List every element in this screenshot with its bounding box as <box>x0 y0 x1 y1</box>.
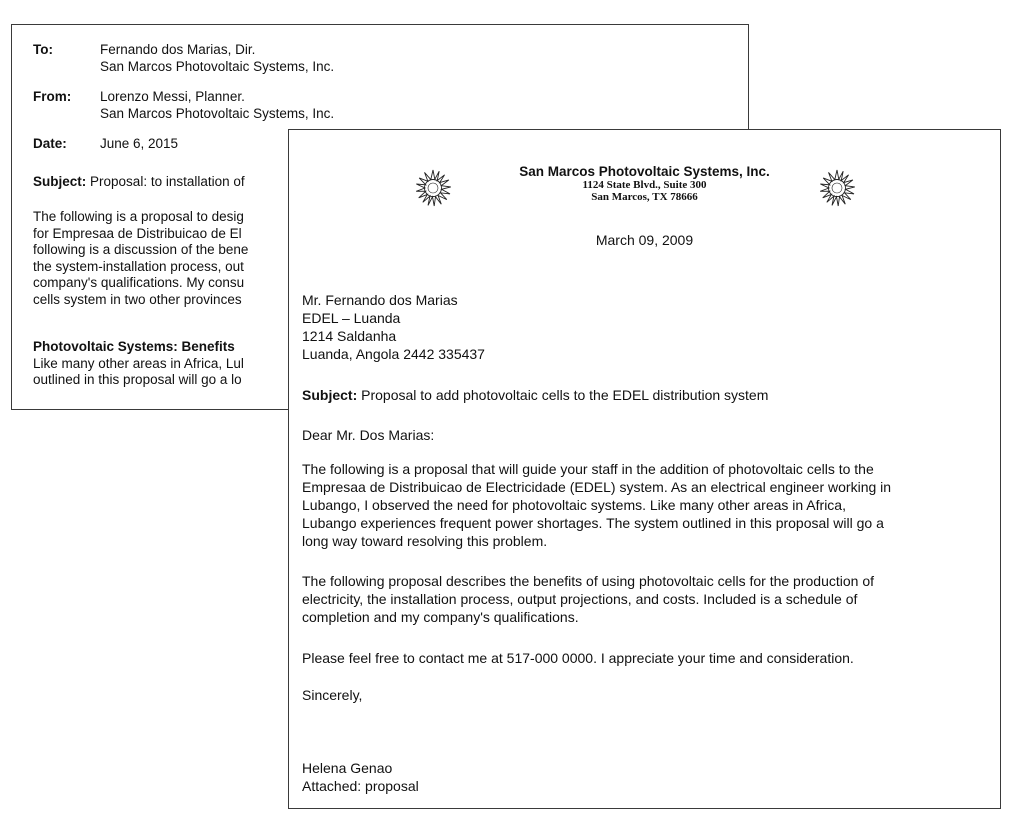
memo-to-label: To: <box>33 42 53 57</box>
attachment-note: Attached: proposal <box>302 778 419 794</box>
recipient-line: Mr. Fernando dos Marias <box>302 292 458 308</box>
letter-page <box>288 129 1001 809</box>
recipient-line: 1214 Saldanha <box>302 328 397 344</box>
letterhead <box>289 164 1000 203</box>
signature-block <box>302 759 419 795</box>
recipient-line: EDEL – Luanda <box>302 310 401 326</box>
letter-subject-text: Proposal to add photovoltaic cells to the EDEL distribution system <box>361 387 769 403</box>
letter-paragraph-1 <box>302 460 992 550</box>
paragraph-line: The following proposal describes the benefits of using photovoltaic cells for the production of <box>302 573 875 589</box>
memo-section-heading: Photovoltaic Systems: Benefits <box>33 339 235 354</box>
memo-body-line: The following is a proposal to desig <box>33 209 244 224</box>
memo-body-line: company's qualifications. My consu <box>33 275 245 290</box>
closing: Sincerely, <box>302 687 363 703</box>
memo-body-line: following is a discussion of the bene <box>33 242 249 257</box>
signature-name: Helena Genao <box>302 760 393 776</box>
memo-subject-text: Proposal: to installation of <box>90 174 245 189</box>
memo-body-line: for Empresaa de Distribuicao de El <box>33 225 242 241</box>
company-name: San Marcos Photovoltaic Systems, Inc. <box>519 164 770 179</box>
salutation: Dear Mr. Dos Marias: <box>302 427 435 443</box>
memo-body-line: the system-installation process, out <box>33 258 244 274</box>
paragraph-line: electricity, the installation process, output projections, and costs. Included is a schedule of <box>302 591 858 607</box>
memo-from-label: From: <box>33 89 72 104</box>
memo-from-value <box>100 89 334 122</box>
memo-section-line: outlined in this proposal will go a lo <box>33 372 242 387</box>
paragraph-line: Lubango experiences frequent power shortages. The system outlined in this proposal will go a <box>302 515 884 531</box>
company-address-line: San Marcos, TX 78666 <box>591 191 698 203</box>
paragraph-line: Empresaa de Distribuicao de Electricidade (EDEL) system. As an electrical engineer working in <box>302 479 892 495</box>
paragraph-line: The following is a proposal that will guide your staff in the addition of photovoltaic cells to the <box>302 461 874 477</box>
recipient-line: Luanda, Angola 2442 335437 <box>302 346 485 362</box>
memo-body-line: cells system in two other provinces <box>33 291 242 307</box>
paragraph-line: completion and my company's qualifications. <box>302 609 579 625</box>
letter-date: March 09, 2009 <box>595 232 694 248</box>
memo-section-line: Like many other areas in Africa, Lul <box>33 355 244 371</box>
paragraph-line: Lubango, I observed the need for photovoltaic systems. Like many other areas in Africa, <box>302 497 846 513</box>
letter-subject <box>302 386 768 404</box>
paragraph-line: long way toward resolving this problem. <box>302 533 548 549</box>
memo-date-value: June 6, 2015 <box>100 136 179 151</box>
memo-to-value <box>100 42 334 75</box>
recipient-address <box>302 291 485 363</box>
memo-body <box>33 209 248 308</box>
memo-date-label: Date: <box>33 136 67 151</box>
memo-from-line: San Marcos Photovoltaic Systems, Inc. <box>100 105 335 121</box>
memo-to-line: San Marcos Photovoltaic Systems, Inc. <box>100 58 335 74</box>
memo-section <box>33 339 244 389</box>
memo-from-line: Lorenzo Messi, Planner. <box>100 89 245 104</box>
letter-paragraph-2 <box>302 572 992 626</box>
letter-subject-label: Subject: <box>302 387 358 403</box>
memo-subject-label: Subject: <box>33 174 87 189</box>
company-address-line: 1124 State Blvd., Suite 300 <box>582 179 707 191</box>
memo-to-line: Fernando dos Marias, Dir. <box>100 42 256 57</box>
memo-subject <box>33 174 245 191</box>
letter-paragraph-3: Please feel free to contact me at 517-000 0000. I appreciate your time and consideration. <box>302 650 854 666</box>
